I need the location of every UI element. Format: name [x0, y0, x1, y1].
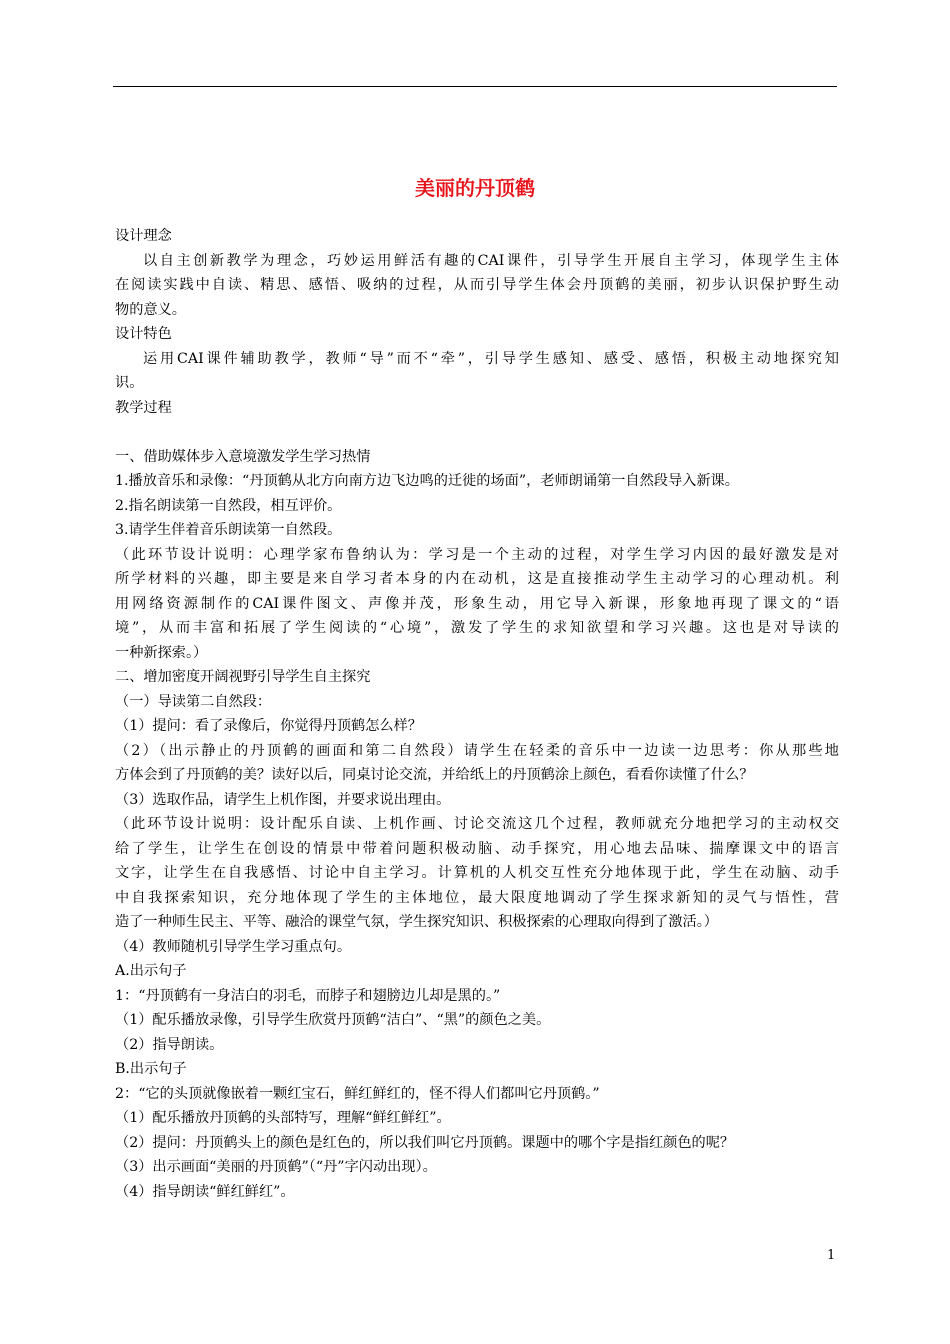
text-line: （1）提问：看了录像后，你觉得丹顶鹤怎么样？ [115, 718, 422, 734]
text-line: （3）出示画面“美丽的丹顶鹤”（“丹”字闪动出现）。 [115, 1159, 437, 1175]
header-rule [113, 86, 837, 87]
page-number: 1 [827, 1248, 836, 1263]
text-line: 2：“它的头顶就像嵌着一颗红宝石，鲜红鲜红的，怪不得人们都叫它丹顶鹤。” [115, 1085, 600, 1102]
text-line: （此环节设计说明：心理学家布鲁纳认为：学习是一个主动的过程，对学生学习内因的最好激发是对 [115, 546, 839, 563]
text-line: （此环节设计说明：设计配乐自读、上机作画、讨论交流这几个过程，教师就充分地把学习的主动权交 [115, 816, 839, 832]
text-line: 文字，让学生在自我感悟、讨论中自主学习。计算机的人机交互性充分地体现于此，学生在动脑、动手 [115, 865, 839, 881]
text-line: 境”，从而丰富和拓展了学生阅读的“心境”，激发了学生的求知欲望和学习兴趣。这也是对导读的 [115, 620, 839, 636]
text-line: （4）指导朗读“鲜红鲜红”。 [115, 1183, 295, 1200]
text-line: （4）教师随机引导学生学习重点句。 [115, 938, 352, 955]
text-line: （2）提问：丹顶鹤头上的颜色是红色的，所以我们叫它丹顶鹤。课题中的哪个字是指红颜色的呢？ [115, 1134, 735, 1151]
text-line: A.出示句子 [115, 963, 187, 979]
text-line: 物的意义。 [115, 301, 186, 318]
text-line: （1）配乐播放录像，引导学生欣赏丹顶鹤“洁白”、“黑”的颜色之美。 [115, 1012, 551, 1028]
text-line: （2）指导朗读。 [115, 1036, 224, 1053]
text-line: 教学过程 [115, 399, 172, 416]
text-line: 方体会到了丹顶鹤的美？读好以后，同桌讨论交流，并给纸上的丹顶鹤涂上颜色，看看你读懂了什么？ [115, 767, 754, 783]
text-line: 一、借助媒体步入意境激发学生学习热情 [115, 448, 371, 465]
text-line: 中自我探索知识，充分地体现了学生的主体地位，最大限度地调动了学生探求新知的灵气与悟性，营 [115, 889, 839, 906]
document-title: 美丽的丹顶鹤 [415, 176, 535, 200]
text-line: （1）配乐播放丹顶鹤的头部特写，理解“鲜红鲜红”。 [115, 1110, 451, 1126]
text-line: 设计理念 [115, 228, 172, 244]
text-line: 所学材料的兴趣，即主要是来自学习者本身的内在动机，这是直接推动学生主动学习的心理动机。利 [115, 571, 839, 587]
text-line: 设计特色 [115, 326, 172, 342]
document-body [115, 224, 839, 1204]
text-line: 二、增加密度开阔视野引导学生自主探究 [115, 669, 371, 685]
text-line: 用网络资源制作的CAI课件图文、声像并茂，形象生动，用它导入新课，形象地再现了课文的“语 [115, 595, 839, 612]
text-line: 1：“丹顶鹤有一身洁白的羽毛，而脖子和翅膀边儿却是黑的。” [115, 987, 501, 1004]
text-line: （2）（出示静止的丹顶鹤的画面和第二自然段）请学生在轻柔的音乐中一边读一边思考：你从那些地 [115, 742, 839, 759]
text-line: B.出示句子 [115, 1061, 187, 1077]
text-line: 2.指名朗读第一自然段，相互评价。 [115, 497, 342, 514]
text-line: （一）导读第二自然段： [115, 693, 272, 710]
blank-line [115, 420, 839, 445]
text-line: 造了一种师生民主、平等、融洽的课堂气氛，学生探究知识、积极探索的心理取向得到了激活。） [115, 914, 718, 930]
text-line: 在阅读实践中自读、精思、感悟、吸纳的过程，从而引导学生体会丹顶鹤的美丽，初步认识保护野生动 [115, 277, 839, 293]
text-line: （3）选取作品，请学生上机作图，并要求说出理由。 [115, 791, 451, 808]
text-line: 1.播放音乐和录像：“丹顶鹤从北方向南方边飞边鸣的迁徙的场面”，老师朗诵第一自然段导入新课。 [115, 473, 739, 489]
text-line: 运用CAI课件辅助教学，教师“导”而不“牵”，引导学生感知、感受、感悟，积极主动地探究知 [143, 350, 839, 367]
text-line: 一种新探索。） [115, 644, 208, 661]
text-line: 给了学生，让学生在创设的情景中带着问题积极动脑、动手探究，用心地去品味、揣摩课文中的语言 [115, 840, 839, 857]
text-line: 识。 [115, 375, 144, 391]
text-line: 3.请学生伴着音乐朗读第一自然段。 [115, 522, 342, 538]
text-line: 以自主创新教学为理念，巧妙运用鲜活有趣的CAI课件，引导学生开展自主学习，体现学生主体 [143, 252, 839, 269]
